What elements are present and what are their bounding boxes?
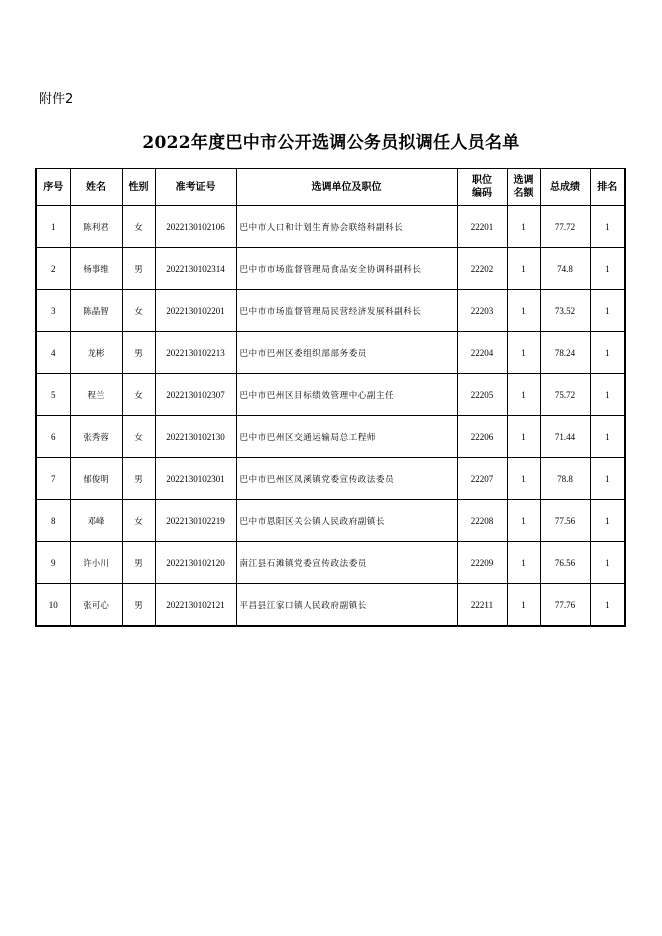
cell-name: 陈利君 — [70, 206, 122, 248]
table-row — [36, 542, 625, 584]
cell-rank: 1 — [590, 332, 625, 374]
cell-name: 郁俊明 — [70, 458, 122, 500]
cell-gender: 女 — [122, 416, 155, 458]
cell-rank: 1 — [590, 584, 625, 627]
cell-name: 陈晶智 — [70, 290, 122, 332]
cell-score: 75.72 — [540, 374, 590, 416]
cell-score: 78.24 — [540, 332, 590, 374]
table-row — [36, 500, 625, 542]
cell-score: 77.76 — [540, 584, 590, 627]
cell-quota: 1 — [507, 458, 540, 500]
cell-unit: 巴中市巴州区凤溪镇党委宣传政法委员 — [236, 458, 457, 500]
cell-unit: 巴中市巴州区委组织部部务委员 — [236, 332, 457, 374]
cell-quota: 1 — [507, 290, 540, 332]
cell-name: 龙彬 — [70, 332, 122, 374]
cell-ticket: 2022130102121 — [155, 584, 236, 627]
cell-rank: 1 — [590, 500, 625, 542]
cell-unit: 巴中市市场监督管理局食品安全协调科副科长 — [236, 248, 457, 290]
header-unit: 选调单位及职位 — [236, 169, 457, 206]
cell-ticket: 2022130102307 — [155, 374, 236, 416]
cell-ticket: 2022130102314 — [155, 248, 236, 290]
candidate-table — [35, 168, 626, 627]
cell-code: 22209 — [457, 542, 507, 584]
cell-gender: 男 — [122, 332, 155, 374]
cell-unit: 巴中市巴州区交通运输局总工程师 — [236, 416, 457, 458]
cell-seq: 7 — [36, 458, 70, 500]
cell-seq: 2 — [36, 248, 70, 290]
cell-seq: 9 — [36, 542, 70, 584]
header-score: 总成绩 — [540, 169, 590, 206]
cell-quota: 1 — [507, 416, 540, 458]
cell-seq: 1 — [36, 206, 70, 248]
cell-code: 22202 — [457, 248, 507, 290]
cell-code: 22203 — [457, 290, 507, 332]
header-quota-line2: 名额 — [513, 188, 534, 199]
cell-seq: 8 — [36, 500, 70, 542]
cell-seq: 3 — [36, 290, 70, 332]
cell-name: 杨事维 — [70, 248, 122, 290]
header-rank: 排名 — [590, 169, 625, 206]
cell-rank: 1 — [590, 290, 625, 332]
cell-seq: 5 — [36, 374, 70, 416]
table-header-row — [36, 169, 625, 206]
cell-score: 73.52 — [540, 290, 590, 332]
header-code — [457, 169, 507, 206]
cell-unit: 巴中市恩阳区关公镇人民政府副镇长 — [236, 500, 457, 542]
cell-name: 许小川 — [70, 542, 122, 584]
page-title: 2022年度巴中市公开选调公务员拟调任人员名单 — [142, 133, 520, 153]
cell-seq: 6 — [36, 416, 70, 458]
cell-rank: 1 — [590, 458, 625, 500]
cell-gender: 女 — [122, 374, 155, 416]
attachment-label: 附件2 — [39, 92, 74, 107]
cell-ticket: 2022130102219 — [155, 500, 236, 542]
cell-gender: 女 — [122, 290, 155, 332]
header-ticket: 准考证号 — [155, 169, 236, 206]
cell-quota: 1 — [507, 542, 540, 584]
cell-score: 78.8 — [540, 458, 590, 500]
cell-name: 邓峰 — [70, 500, 122, 542]
cell-gender: 男 — [122, 248, 155, 290]
cell-unit: 巴中市人口和计划生育协会联络科副科长 — [236, 206, 457, 248]
cell-ticket: 2022130102106 — [155, 206, 236, 248]
header-seq: 序号 — [36, 169, 70, 206]
cell-rank: 1 — [590, 542, 625, 584]
table-row — [36, 248, 625, 290]
cell-score: 77.72 — [540, 206, 590, 248]
cell-quota: 1 — [507, 374, 540, 416]
cell-ticket: 2022130102120 — [155, 542, 236, 584]
cell-score: 71.44 — [540, 416, 590, 458]
cell-score: 74.8 — [540, 248, 590, 290]
table-row — [36, 374, 625, 416]
cell-gender: 女 — [122, 206, 155, 248]
cell-ticket: 2022130102130 — [155, 416, 236, 458]
cell-gender: 女 — [122, 500, 155, 542]
cell-code: 22208 — [457, 500, 507, 542]
cell-rank: 1 — [590, 374, 625, 416]
cell-code: 22211 — [457, 584, 507, 627]
cell-name: 程兰 — [70, 374, 122, 416]
table-row — [36, 458, 625, 500]
cell-unit: 平昌县江家口镇人民政府副镇长 — [236, 584, 457, 627]
header-code-line1: 职位 — [472, 175, 492, 186]
cell-name: 张秀蓉 — [70, 416, 122, 458]
table-row — [36, 206, 625, 248]
cell-unit: 巴中市市场监督管理局民营经济发展科副科长 — [236, 290, 457, 332]
cell-unit: 南江县石滩镇党委宣传政法委员 — [236, 542, 457, 584]
table-row — [36, 584, 625, 627]
cell-score: 76.56 — [540, 542, 590, 584]
cell-code: 22201 — [457, 206, 507, 248]
cell-quota: 1 — [507, 206, 540, 248]
cell-rank: 1 — [590, 206, 625, 248]
cell-quota: 1 — [507, 584, 540, 627]
cell-quota: 1 — [507, 332, 540, 374]
cell-name: 张可心 — [70, 584, 122, 627]
cell-code: 22204 — [457, 332, 507, 374]
cell-gender: 男 — [122, 542, 155, 584]
table-row — [36, 290, 625, 332]
header-name: 姓名 — [70, 169, 122, 206]
header-quota-line1: 选调 — [513, 175, 534, 186]
cell-code: 22206 — [457, 416, 507, 458]
cell-unit: 巴中市巴州区目标绩效管理中心副主任 — [236, 374, 457, 416]
table-row — [36, 332, 625, 374]
cell-rank: 1 — [590, 248, 625, 290]
cell-ticket: 2022130102213 — [155, 332, 236, 374]
cell-quota: 1 — [507, 248, 540, 290]
cell-ticket: 2022130102301 — [155, 458, 236, 500]
cell-seq: 10 — [36, 584, 70, 627]
cell-code: 22205 — [457, 374, 507, 416]
header-quota — [507, 169, 540, 206]
header-gender: 性别 — [122, 169, 155, 206]
cell-seq: 4 — [36, 332, 70, 374]
cell-ticket: 2022130102201 — [155, 290, 236, 332]
cell-score: 77.56 — [540, 500, 590, 542]
cell-quota: 1 — [507, 500, 540, 542]
cell-gender: 男 — [122, 458, 155, 500]
header-code-line2: 编码 — [472, 188, 492, 199]
cell-rank: 1 — [590, 416, 625, 458]
table-row — [36, 416, 625, 458]
cell-gender: 男 — [122, 584, 155, 627]
cell-code: 22207 — [457, 458, 507, 500]
